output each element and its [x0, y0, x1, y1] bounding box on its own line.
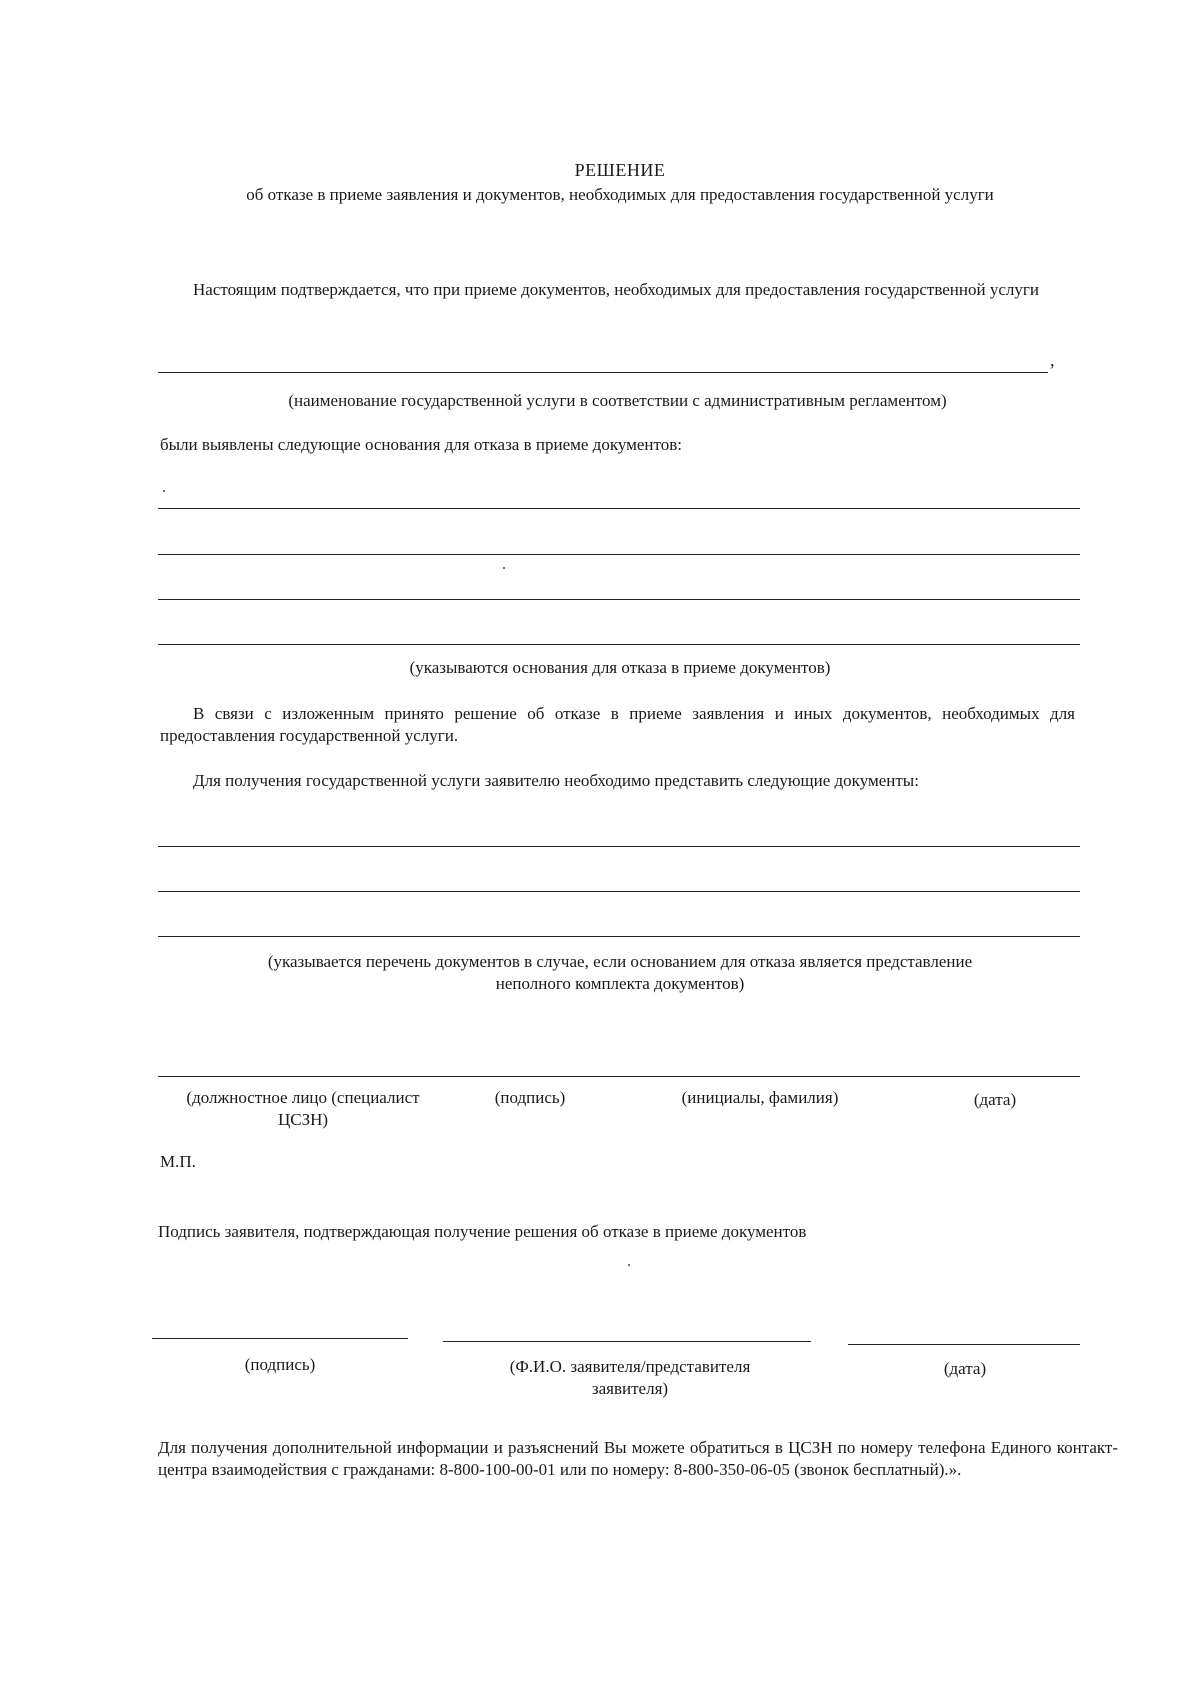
official-signature-label: (подпись) [494, 1088, 566, 1107]
grounds-caption: (указываются основания для отказа в приеме документов) [409, 658, 831, 677]
applicant-date-line [848, 1344, 1080, 1345]
documents-line-2 [158, 891, 1080, 892]
applicant-date-label: (дата) [943, 1359, 987, 1378]
official-position-label-line-2: ЦСЗН) [277, 1110, 329, 1129]
document-subtitle: об отказе в приеме заявления и документов, необходимых для предоставления государственной услуги [246, 185, 994, 204]
scan-speck [503, 567, 505, 569]
document-title: РЕШЕНИЕ [574, 160, 666, 180]
grounds-line-3 [158, 599, 1080, 600]
documents-caption-line-2: неполного комплекта документов) [495, 974, 745, 993]
applicant-fio-label-line-1: (Ф.И.О. заявителя/представителя [509, 1357, 751, 1376]
service-name-comma: , [1050, 350, 1055, 370]
documents-line-3 [158, 936, 1080, 937]
grounds-line-1 [158, 508, 1080, 509]
applicant-lead-text: Подпись заявителя, подтверждающая получение решения об отказе в приеме документов [158, 1222, 807, 1241]
applicant-fio-line [443, 1341, 811, 1342]
footer-contact-info: Для получения дополнительной информации и разъяснений Вы можете обратиться в ЦСЗН по номеру телефона Единого контакт-центра взаимодействия с гражданами: 8-800-100-00-01 или по номеру: 8-800-350-06-05 (звонок бесплатный).». [158, 1438, 1118, 1479]
stamp-place-label: М.П. [160, 1152, 196, 1171]
grounds-lead-text: были выявлены следующие основания для отказа в приеме документов: [160, 435, 682, 454]
service-name-caption: (наименование государственной услуги в соответствии с административным регламентом) [288, 391, 947, 410]
scan-speck [163, 490, 165, 492]
official-position-label-line-1: (должностное лицо (специалист [186, 1088, 420, 1107]
documents-lead-text: Для получения государственной услуги заявителю необходимо представить следующие документы: [193, 771, 919, 790]
official-signature-line [158, 1076, 1080, 1077]
applicant-signature-line [152, 1338, 408, 1339]
grounds-line-2 [158, 554, 1080, 555]
documents-caption-line-1: (указывается перечень документов в случае, если основанием для отказа является представление [267, 952, 973, 971]
official-initials-label: (инициалы, фамилия) [681, 1088, 839, 1107]
decision-paragraph: В связи с изложенным принято решение об отказе в приеме заявления и иных документов, необходимых для предоставления государственной услуги. [160, 704, 1075, 745]
applicant-fio-label-line-2: заявителя) [591, 1379, 669, 1398]
intro-paragraph: Настоящим подтверждается, что при приеме документов, необходимых для предоставления государственной услуги [193, 280, 1039, 299]
service-name-field-line [158, 372, 1048, 373]
scan-speck [628, 1264, 630, 1266]
grounds-line-4 [158, 644, 1080, 645]
official-date-label: (дата) [973, 1090, 1017, 1109]
documents-line-1 [158, 846, 1080, 847]
applicant-signature-label: (подпись) [244, 1355, 316, 1374]
